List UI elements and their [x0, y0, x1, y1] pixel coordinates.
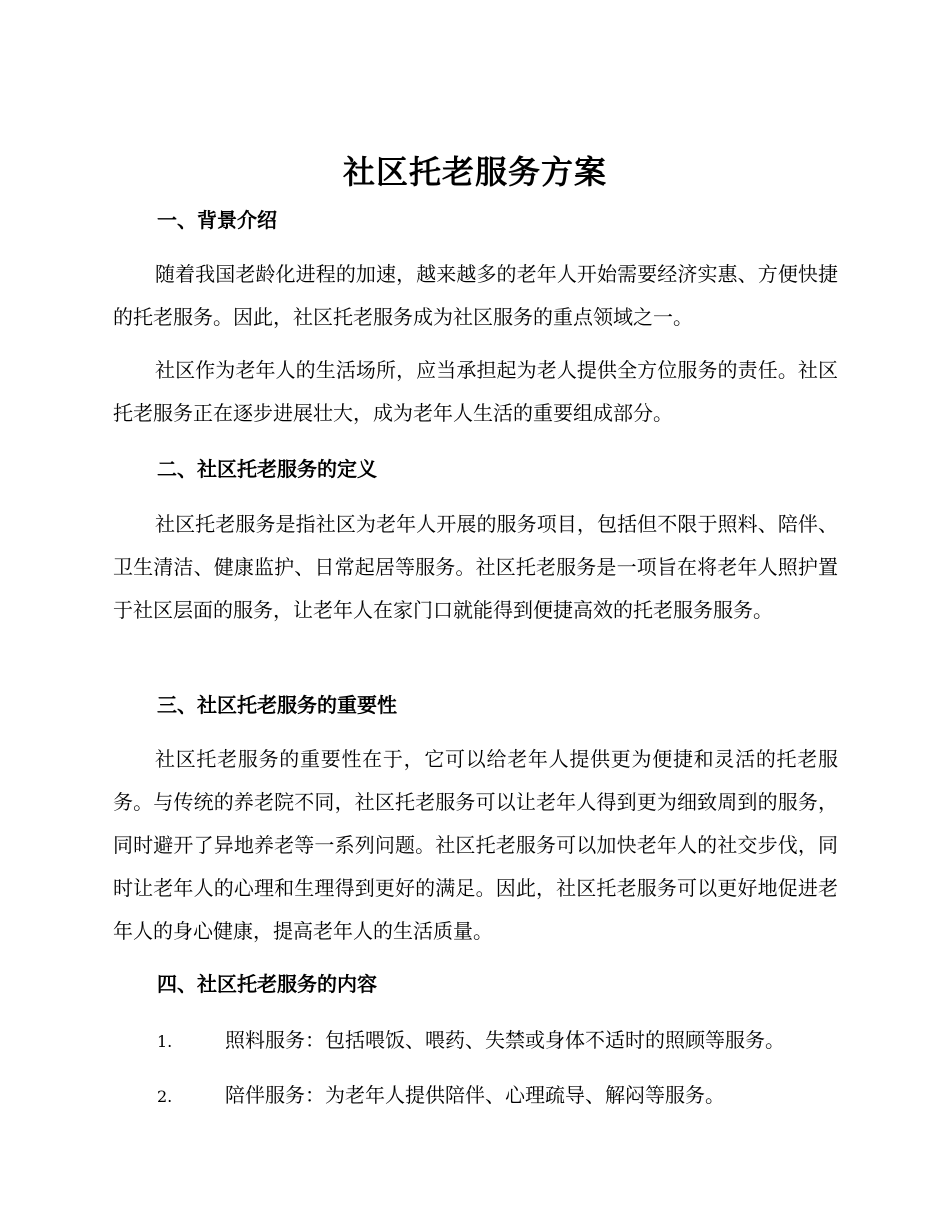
list-item-number: 2.: [157, 1087, 173, 1106]
section-heading-content: 四、社区托老服务的内容: [157, 972, 377, 996]
list-item: [157, 1080, 857, 1112]
document-title: 社区托老服务方案: [342, 153, 607, 191]
list-item-text: 陪伴服务：为老年人提供陪伴、心理疏导、解闷等服务。: [225, 1083, 725, 1107]
section-heading-background: 一、背景介绍: [157, 208, 277, 232]
paragraph-background-1: 随着我国老龄化进程的加速，越来越多的老年人开始需要经济实惠、方便快捷的托老服务。因此，社区托老服务成为社区服务的重点领域之一。: [113, 262, 838, 329]
section-heading-importance: 三、社区托老服务的重要性: [157, 693, 397, 717]
paragraph-background-2: 社区作为老年人的生活场所，应当承担起为老人提供全方位服务的责任。社区托老服务正在逐步进展壮大，成为老年人生活的重要组成部分。: [113, 358, 838, 425]
paragraph-definition: 社区托老服务是指社区为老年人开展的服务项目，包括但不限于照料、陪伴、卫生清洁、健康监护、日常起居等服务。社区托老服务是一项旨在将老年人照护置于社区层面的服务，让老年人在家门口就能得到便捷高效的托老服务服务。: [113, 512, 838, 622]
list-item-number: 1.: [157, 1032, 173, 1051]
section-heading-definition: 二、社区托老服务的定义: [157, 457, 377, 481]
paragraph-importance: 社区托老服务的重要性在于，它可以给老年人提供更为便捷和灵活的托老服务。与传统的养老院不同，社区托老服务可以让老年人得到更为细致周到的服务，同时避开了异地养老等一系列问题。社区托老服务可以加快老年人的社交步伐，同时让老年人的心理和生理得到更好的满足。因此，社区托老服务可以更好地促进老年人的身心健康，提高老年人的生活质量。: [113, 747, 838, 943]
list-item: [157, 1025, 857, 1057]
list-item-text: 照料服务：包括喂饭、喂药、失禁或身体不适时的照顾等服务。: [225, 1028, 785, 1052]
